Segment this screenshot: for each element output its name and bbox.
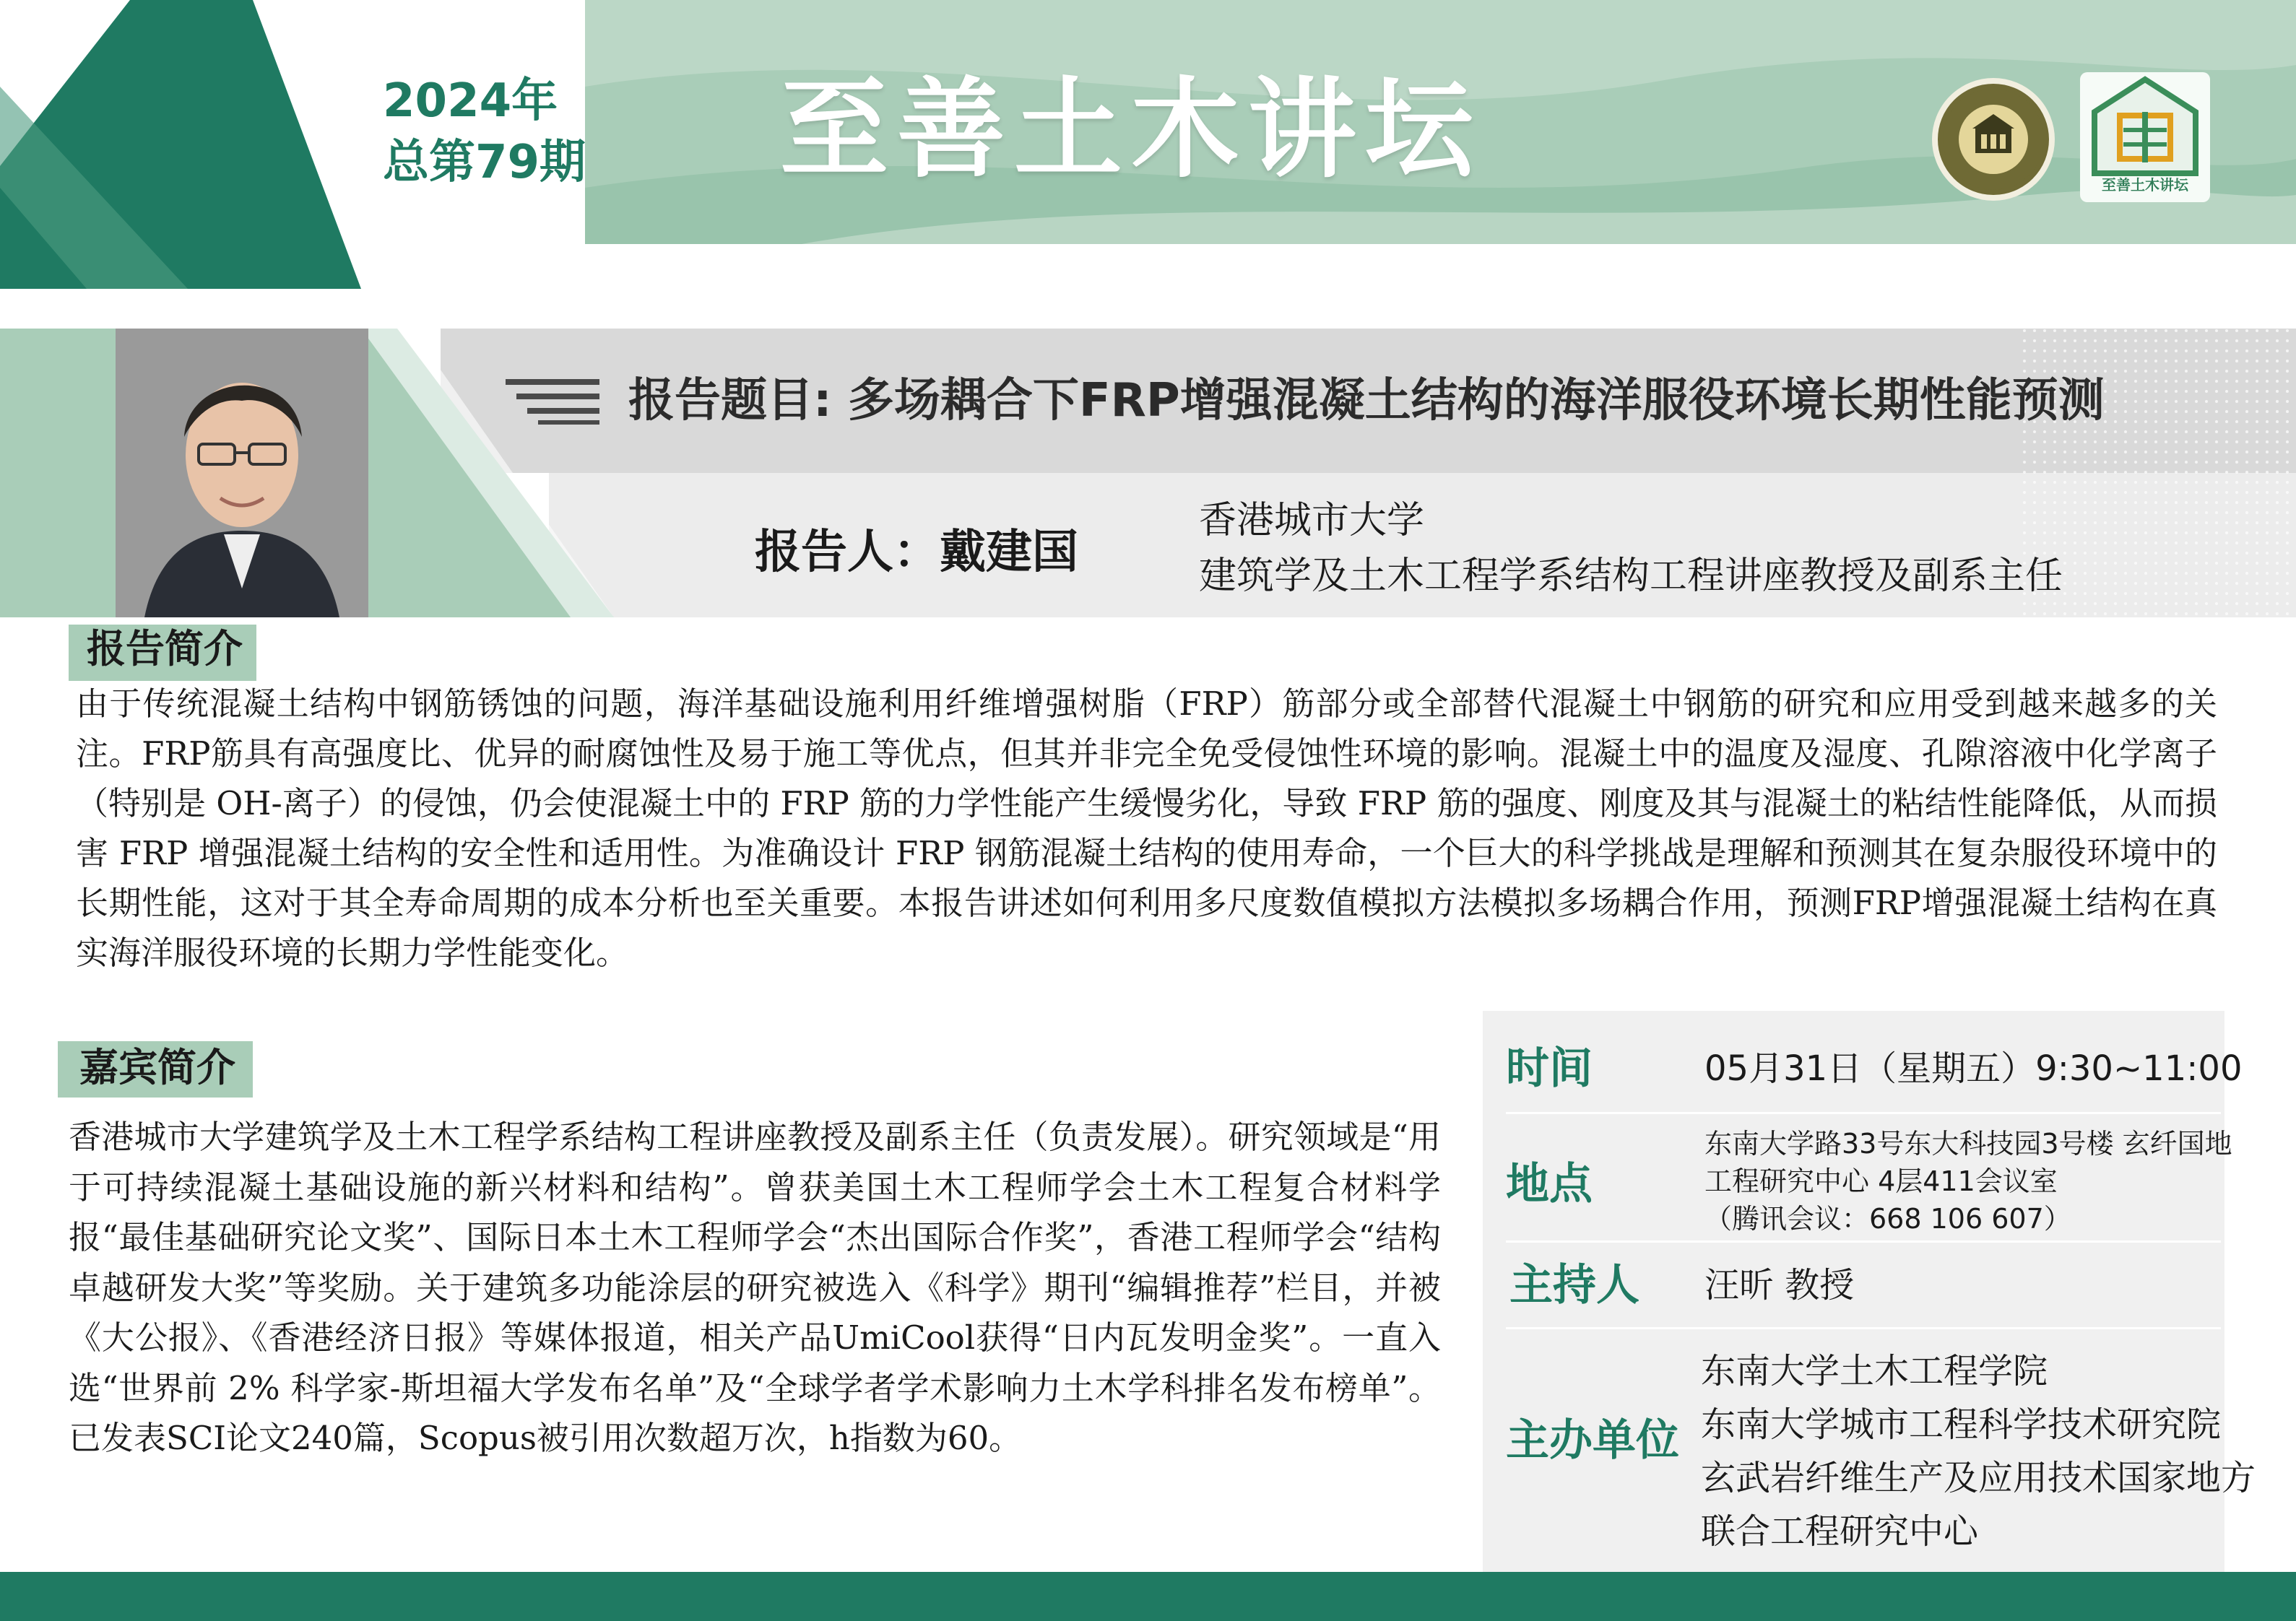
bio-heading: 嘉宾简介 (79, 1045, 235, 1090)
speaker-band-accent (0, 329, 123, 617)
time-value: 05月31日（星期五）9:30~11:00 (1704, 1048, 2243, 1089)
organizer-line: 联合工程研究中心 (1701, 1511, 1979, 1552)
place-line3: （腾讯会议：668 106 607） (1704, 1203, 2071, 1235)
speaker-photo (116, 329, 368, 617)
speaker-name: 报告人：戴建国 (755, 526, 1078, 579)
organizer-line: 东南大学土木工程学院 (1701, 1351, 2048, 1391)
title-lines-icon (506, 375, 599, 426)
forum-logo-caption: 至善土木讲坛 (2102, 176, 2188, 194)
bio-text: 香港城市大学建筑学及土木工程学系结构工程讲座教授及副系主任（负责发展）。研究领域是“用于可持续混凝土基础设施的新兴材料和结构”。曾获美国土木工程师学会土木工程复合材料学报“最佳基础研究论文奖”、国际日本土木工程师学会“杰出国际合作奖”，香港工程师学会“结构卓越研发大奖”等奖励。关于建筑多功能涂层的研究被选入《科学》期刊“编辑推荐”栏目，并被《大公报》、《香港经济日报》等媒体报道，相关产品UmiCool获得“日内瓦发明金奖”。一直入选“世界前 2% 科学家-斯坦福大学发布名单”及“全球学者学术影响力土木学科排名发布榜单”。已发表SCI论文240篇，Scopus被引用次数超万次，h指数为60。 (69, 1118, 1441, 1457)
host-value: 汪昕 教授 (1704, 1265, 1855, 1305)
organizer-line: 东南大学城市工程科学技术研究院 (1701, 1404, 2222, 1445)
organizer-label: 主办单位 (1506, 1415, 1679, 1466)
info-divider (1506, 1327, 2221, 1329)
info-divider (1506, 1240, 2221, 1243)
forum-title: 至善土木讲坛 (780, 67, 1483, 193)
host-label: 主持人 (1509, 1260, 1639, 1311)
abstract-heading: 报告简介 (87, 626, 243, 672)
speaker-affiliation-line1: 香港城市大学 (1199, 499, 1425, 542)
report-title: 报告题目: 多场耦合下FRP增强混凝土结构的海洋服役环境长期性能预测 (628, 374, 2105, 427)
abstract-text: 由于传统混凝土结构中钢筋锈蚀的问题，海洋基础设施利用纤维增强树脂（FRP）筋部分或全部替代混凝土中钢筋的研究和应用受到越来越多的关注。FRP筋具有高强度比、优异的耐腐蚀性及易于施工等优点，但其并非完全免受侵蚀性环境的影响。混凝土中的温度及湿度、孔隙溶液中化学离子（特别是 OH-离子）的侵蚀，仍会使混凝土中的 FRP 筋的力学性能产生缓慢劣化，导致 FRP 筋的强度、刚度及其与混凝土的粘结性能降低，从而损害 FRP 增强混凝土结构的安全性和适用性。为准确设计 FRP 钢筋混凝土结构的使用寿命，一个巨大的科学挑战是理解和预测其在复杂服役环境中的长期性能，这对于其全寿命周期的成本分析也至关重要。本报告讲述如何利用多尺度数值模拟方法模拟多场耦合作用，预测FRP增强混凝土结构在真实海洋服役环境的长期力学性能变化。 (76, 685, 2217, 972)
place-line2: 工程研究中心 4层411会议室 (1704, 1165, 2058, 1197)
place-label: 地点 (1506, 1159, 1593, 1209)
header-triangle-decoration (0, 0, 376, 289)
issue-label: 总第79期 (383, 136, 586, 189)
organizer-line: 玄武岩纤维生产及应用技术国家地方 (1701, 1458, 2256, 1498)
time-label: 时间 (1506, 1043, 1593, 1094)
speaker-affiliation-line2: 建筑学及土木工程学系结构工程讲座教授及副系主任 (1199, 555, 2063, 598)
info-divider (1506, 1112, 2221, 1114)
footer-bar (0, 1572, 2296, 1621)
year-label: 2024年 (383, 74, 558, 128)
place-line1: 东南大学路33号东大科技园3号楼 玄纤国地 (1704, 1128, 2232, 1160)
seu-logo (1932, 78, 2055, 201)
